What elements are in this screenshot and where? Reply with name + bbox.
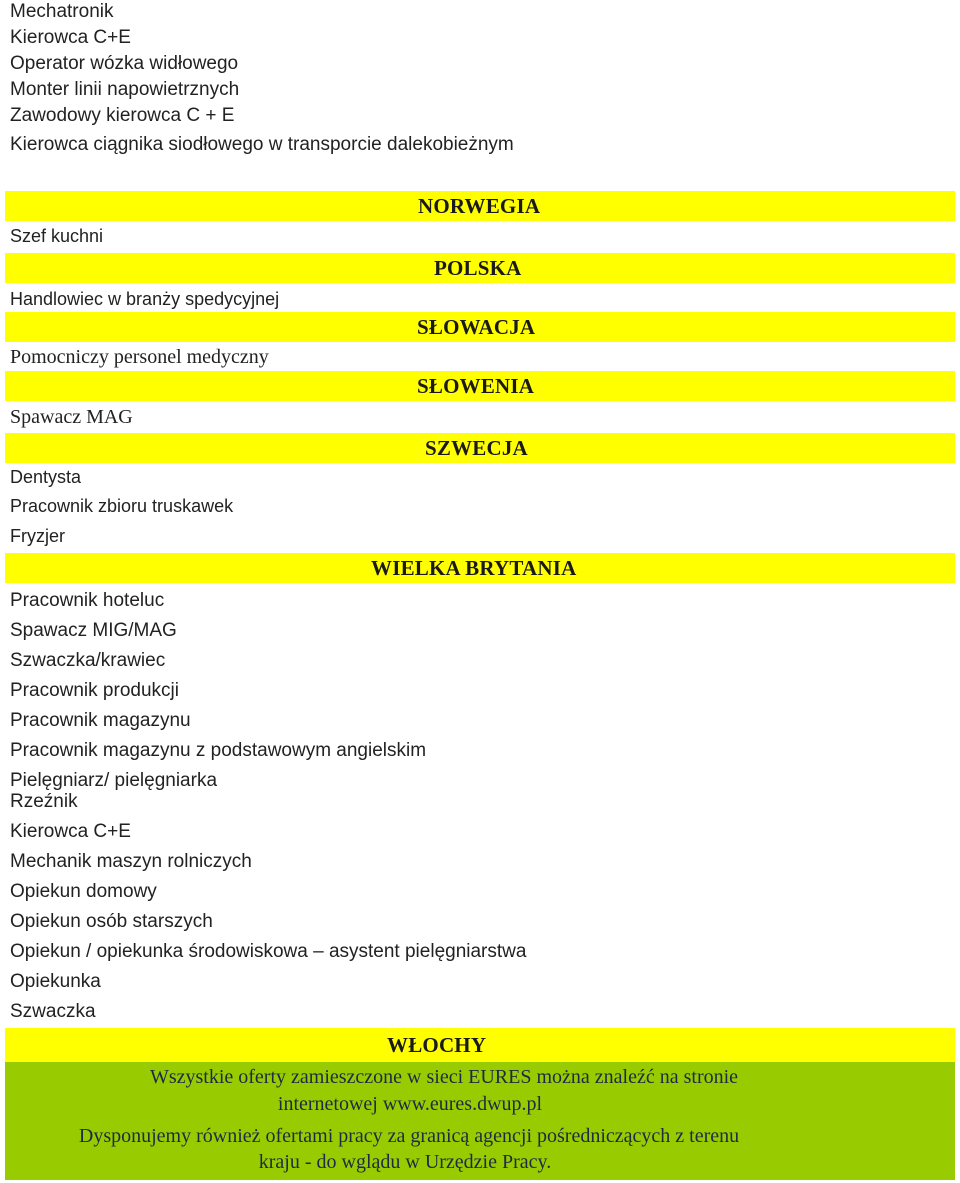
country-bar-szwecja	[5, 433, 955, 463]
country-heading: NORWEGIA	[418, 194, 541, 218]
list-item: Opiekun osób starszych	[10, 911, 213, 932]
info-text: internetowej www.eures.dwup.pl	[277, 1093, 543, 1115]
info-text: kraju - do wglądu w Urzędzie Pracy.	[258, 1151, 552, 1173]
list-item: Rzeźnik	[10, 791, 78, 812]
list-item: Szwaczka/krawiec	[10, 650, 166, 671]
list-item: Mechatronik	[10, 1, 114, 22]
list-item: Zawodowy kierowca C + E	[10, 105, 235, 126]
country-heading: WIELKA BRYTANIA	[371, 556, 577, 580]
info-text: Wszystkie oferty zamieszczone w sieci EURES można znaleźć na stronie	[149, 1066, 739, 1088]
country-heading: SŁOWENIA	[417, 374, 535, 398]
list-item: Spawacz MIG/MAG	[10, 620, 177, 641]
list-item: Kierowca C+E	[10, 821, 131, 842]
country-heading: POLSKA	[434, 256, 522, 280]
list-item: Opiekun domowy	[10, 881, 157, 902]
list-item: Pracownik zbioru truskawek	[10, 496, 234, 516]
list-item: Handlowiec w branży spedycyjnej	[10, 289, 280, 309]
list-item: Monter linii napowietrznych	[10, 79, 240, 100]
country-bar-polska	[5, 253, 955, 283]
list-item: Pracownik produkcji	[10, 680, 179, 701]
list-item: Operator wózka widłowego	[10, 53, 239, 74]
info-box	[5, 1062, 955, 1180]
list-item: Pracownik magazynu	[10, 710, 191, 731]
list-item: Szwaczka	[10, 1001, 96, 1022]
list-item: Spawacz MAG	[10, 406, 133, 428]
list-item: Kierowca ciągnika siodłowego w transporcie dalekobieżnym	[10, 134, 514, 155]
list-item: Pielęgniarz/ pielęgniarka	[10, 770, 218, 791]
info-text: Dysponujemy również ofertami pracy za granicą agencji pośredniczących z terenu	[78, 1125, 740, 1147]
country-bar-slowacja	[5, 312, 955, 342]
list-item: Fryzjer	[10, 526, 65, 546]
country-bar-wielka-brytania	[5, 553, 955, 583]
list-item: Kierowca C+E	[10, 27, 131, 48]
country-heading: SZWECJA	[425, 436, 528, 460]
list-item: Opiekun / opiekunka środowiskowa – asystent pielęgniarstwa	[10, 941, 527, 962]
country-bar-slowenia	[5, 371, 955, 401]
country-heading: WŁOCHY	[387, 1033, 487, 1057]
country-heading: SŁOWACJA	[417, 315, 536, 339]
list-item: Pomocniczy personel medyczny	[10, 346, 269, 368]
list-item: Dentysta	[10, 467, 82, 487]
list-item: Opiekunka	[10, 971, 101, 992]
country-bar-wlochy	[5, 1028, 955, 1062]
list-item: Pracownik hoteluc	[10, 590, 165, 611]
list-item: Pracownik magazynu z podstawowym angielskim	[10, 740, 427, 761]
list-item: Mechanik maszyn rolniczych	[10, 851, 252, 872]
list-item: Szef kuchni	[10, 226, 104, 246]
country-bar-norwegia	[5, 191, 955, 221]
